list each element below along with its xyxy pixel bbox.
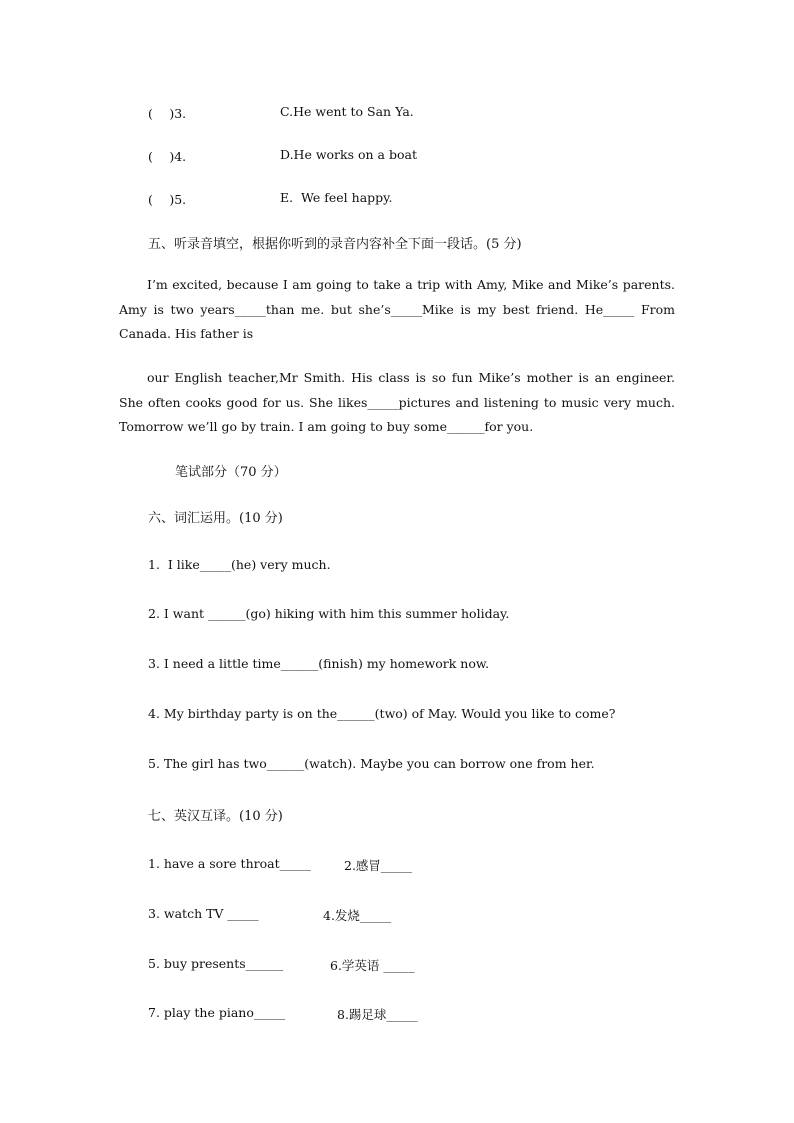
- section5-paragraph-2: [119, 366, 675, 440]
- matching-number: ( )3.: [148, 106, 187, 121]
- vocab-item-2: 2. I want ______(go) hiking with him this summer holiday.: [148, 606, 510, 621]
- section5-paragraph-1: [119, 273, 675, 347]
- translation-right: 2.感冒_____: [344, 858, 413, 873]
- section6-title: 六、词汇运用。(10 分): [148, 511, 283, 526]
- translation-left: 3. watch TV _____: [148, 906, 259, 921]
- matching-answer: C.He went to San Ya.: [280, 104, 414, 119]
- vocab-item-4: 4. My birthday party is on the______(two) of May. Would you like to come?: [148, 706, 616, 721]
- translation-right: 4.发烧_____: [323, 908, 392, 923]
- translation-left: 1. have a sore throat_____: [148, 856, 311, 871]
- written-part-heading: 笔试部分（70 分）: [175, 465, 287, 480]
- translation-right: 8.踢足球_____: [337, 1007, 418, 1022]
- matching-answer: D.He works on a boat: [280, 147, 417, 162]
- matching-answer: E. We feel happy.: [280, 190, 393, 205]
- vocab-item-1: 1. I like_____(he) very much.: [148, 557, 331, 572]
- vocab-item-5: 5. The girl has two______(watch). Maybe you can borrow one from her.: [148, 756, 595, 771]
- translation-left: 7. play the piano_____: [148, 1005, 286, 1020]
- paragraph-text: our English teacher,Mr Smith. His class is so fun Mike’s mother is an engineer. She often cooks good for us. She likes_____pictures and listening to music very much. Tomorrow we’ll go by train. I am going to buy some______for you.: [119, 370, 675, 434]
- matching-number: ( )5.: [148, 192, 187, 207]
- section5-title: 五、听录音填空，根据你听到的录音内容补全下面一段话。(5 分): [148, 237, 522, 252]
- paragraph-text: I’m excited, because I am going to take a trip with Amy, Mike and Mike’s parents. Amy is two years_____than me. but she’s_____Mike is my best friend. He_____ From Canada. His father is: [119, 277, 675, 341]
- translation-right: 6.学英语 _____: [330, 958, 415, 973]
- translation-left: 5. buy presents______: [148, 956, 284, 971]
- matching-number: ( )4.: [148, 149, 187, 164]
- section7-title: 七、英汉互译。(10 分): [148, 809, 283, 824]
- vocab-item-3: 3. I need a little time______(finish) my homework now.: [148, 656, 490, 671]
